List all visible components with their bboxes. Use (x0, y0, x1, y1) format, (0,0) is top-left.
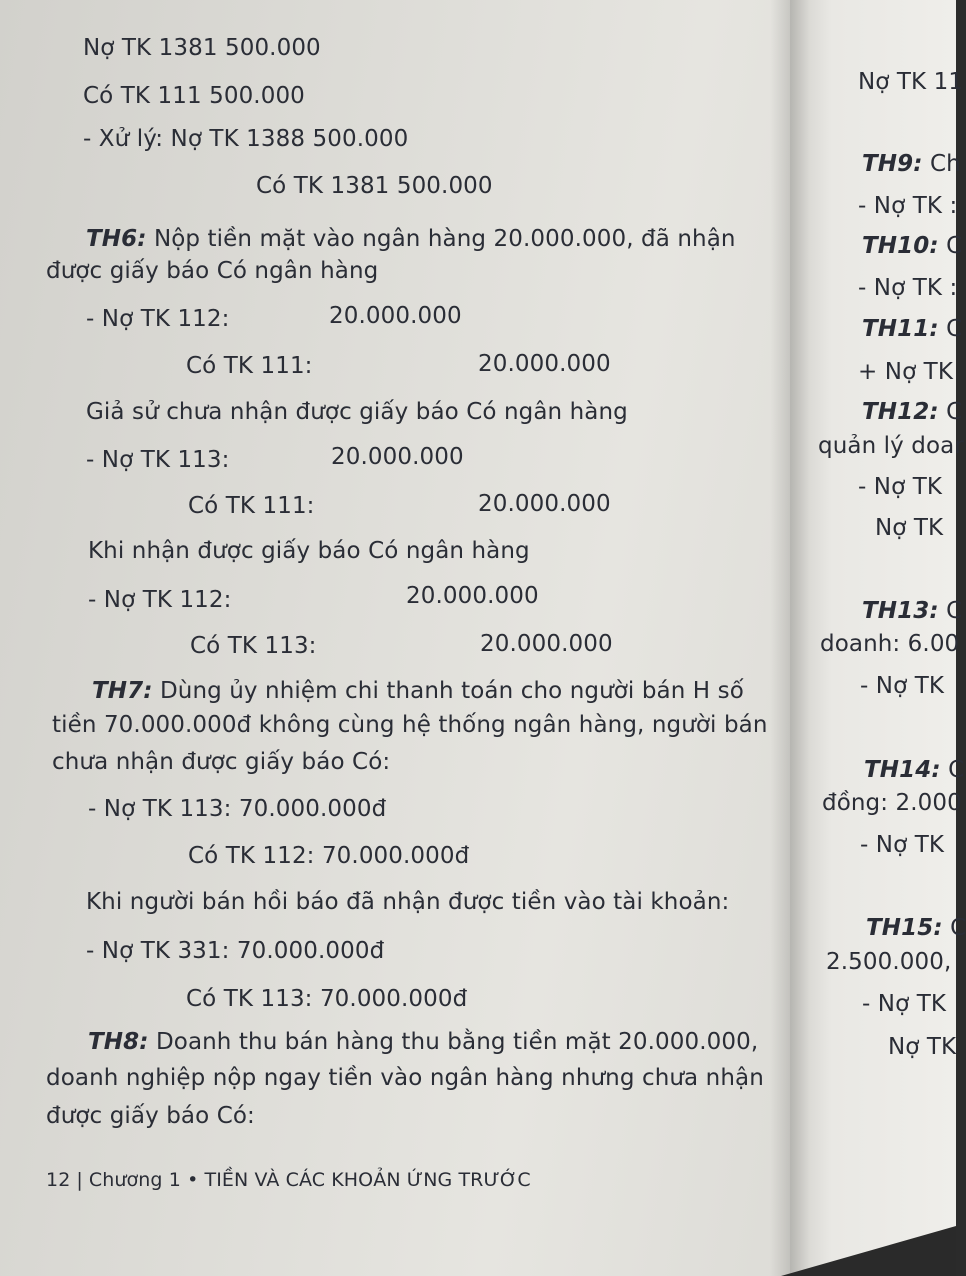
th8-text-line3: được giấy báo Có: (46, 1103, 255, 1129)
th6-credit-amount: 20.000.000 (478, 351, 611, 377)
th7-paragraph (92, 677, 744, 705)
bullet-icon: • (187, 1169, 199, 1191)
th7-text: Dùng ủy nhiệm chi thanh toán cho người bán H số (152, 678, 744, 704)
assume-debit-amount: 20.000.000 (331, 444, 464, 470)
th8-text: Doanh thu bán hàng thu bằng tiền mặt 20.000.000, (148, 1029, 759, 1055)
entry-line: - Xử lý: Nợ TK 1388 500.000 (83, 126, 409, 152)
th7-credit: Có TK 112: 70.000.000đ (188, 843, 470, 869)
when-debit: - Nợ TK 112: (88, 587, 232, 613)
right-heading: TH10: C (862, 233, 963, 259)
th6-label: TH6: (86, 226, 147, 252)
right-heading: TH12: C (862, 399, 963, 425)
right-line: doanh: 6.00 (820, 631, 960, 657)
chapter-title: TIỀN VÀ CÁC KHOẢN ỨNG TRƯỚC (204, 1169, 531, 1191)
entry-line: Nợ TK 1381 500.000 (83, 35, 321, 61)
assume-credit: Có TK 111: (188, 493, 315, 519)
right-line: 2.500.000, (826, 949, 952, 975)
right-line: - Nợ TK (862, 991, 947, 1017)
assume-debit: - Nợ TK 113: (86, 447, 230, 473)
seller-credit: Có TK 113: 70.000.000đ (186, 986, 468, 1012)
when-credit: Có TK 113: (190, 633, 317, 659)
right-line: quản lý doar (818, 433, 964, 459)
chapter-label: Chương 1 (88, 1169, 181, 1191)
page-footer (46, 1166, 531, 1194)
th7-text-line3: chưa nhận được giấy báo Có: (52, 749, 391, 775)
seller-debit: - Nợ TK 331: 70.000.000đ (86, 938, 385, 964)
right-line: đồng: 2.000 (822, 790, 962, 816)
th8-label: TH8: (88, 1029, 149, 1055)
th7-label: TH7: (92, 678, 153, 704)
right-heading: TH13: C (862, 598, 963, 624)
th8-text-line2: doanh nghiệp nộp ngay tiền vào ngân hàng nhưng chưa nhận (46, 1065, 764, 1091)
right-line: Nợ TK 11 (858, 69, 964, 95)
right-heading: TH9: Ch (862, 151, 961, 177)
right-line: - Nợ TK (858, 474, 943, 500)
th6-debit: - Nợ TK 112: (86, 306, 230, 332)
right-line: - Nợ TK (860, 673, 945, 699)
when-debit-amount: 20.000.000 (406, 583, 539, 609)
right-heading: TH14: C (864, 757, 965, 783)
right-line: + Nợ TK (858, 359, 954, 385)
page-number: 12 (46, 1169, 71, 1191)
th6-paragraph (86, 225, 736, 253)
seller-paragraph: Khi người bán hồi báo đã nhận được tiền vào tài khoản: (86, 889, 730, 915)
when-credit-amount: 20.000.000 (480, 631, 613, 657)
assume-paragraph: Giả sử chưa nhận được giấy báo Có ngân hàng (86, 399, 628, 425)
right-line: - Nợ TK : (858, 193, 958, 219)
th6-text-line2: được giấy báo Có ngân hàng (46, 258, 379, 284)
when-paragraph: Khi nhận được giấy báo Có ngân hàng (88, 538, 530, 564)
th6-text: Nộp tiền mặt vào ngân hàng 20.000.000, đã nhận (146, 226, 736, 252)
right-heading: TH15: C (866, 915, 966, 941)
entry-line: Có TK 1381 500.000 (256, 173, 493, 199)
right-heading: TH11: C (862, 316, 963, 342)
book-gutter (770, 0, 810, 1276)
right-line: - Nợ TK : (858, 275, 958, 301)
assume-credit-amount: 20.000.000 (478, 491, 611, 517)
right-line: Nợ TK (875, 515, 944, 541)
th7-debit: - Nợ TK 113: 70.000.000đ (88, 796, 387, 822)
th6-credit: Có TK 111: (186, 353, 313, 379)
th6-debit-amount: 20.000.000 (329, 303, 462, 329)
entry-line: Có TK 111 500.000 (83, 83, 305, 109)
footer-divider: | (76, 1169, 83, 1191)
th8-paragraph (88, 1028, 758, 1056)
right-line: - Nợ TK (860, 832, 945, 858)
th7-text-line2: tiền 70.000.000đ không cùng hệ thống ngân hàng, người bán (52, 712, 768, 738)
right-line: Nợ TK (888, 1034, 957, 1060)
